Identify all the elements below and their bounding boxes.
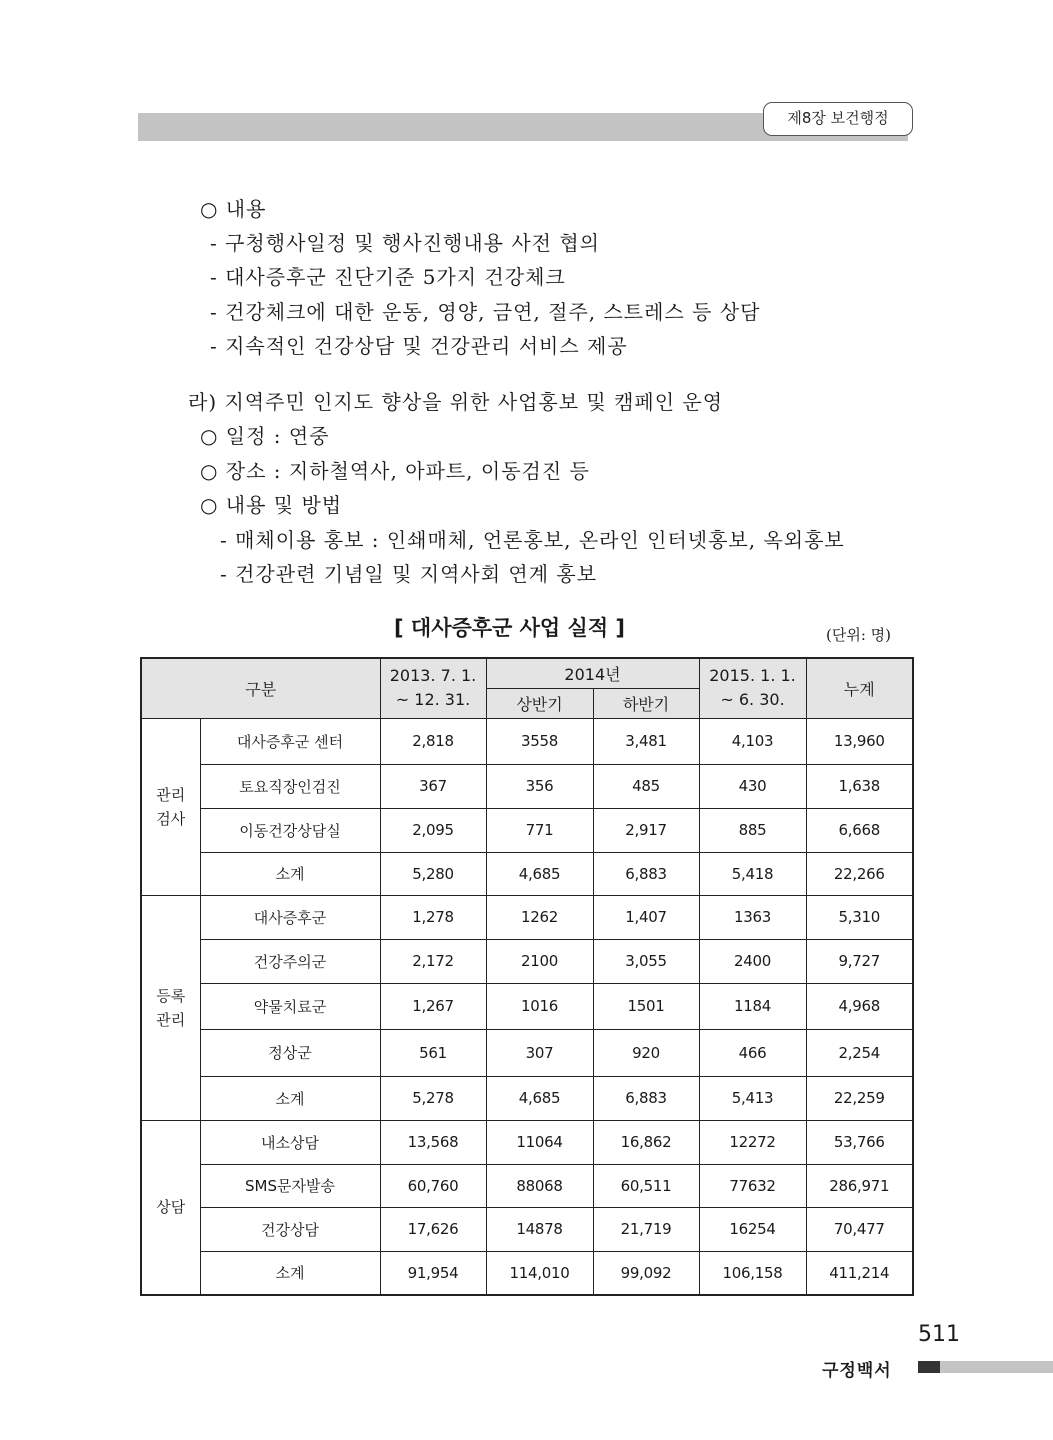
cell-value: 771 [486,808,593,852]
cell-value: 1,267 [380,983,486,1029]
cell-value: 1016 [486,983,593,1029]
header-2013: 2013. 7. 1. ~ 12. 31. [380,658,486,718]
table-row [141,1029,913,1076]
table-row [141,1120,913,1164]
cell-value: 466 [699,1029,806,1076]
cell-value: 53,766 [806,1120,913,1164]
bullet-method: ○ 내용 및 방법 [200,493,343,517]
row-label: 토요직장인검진 [200,764,380,808]
dash-item: - 구청행사일정 및 행사진행내용 사전 협의 [210,231,600,255]
row-label: 소계 [200,1251,380,1295]
cell-value: 2,254 [806,1029,913,1076]
cell-value: 99,092 [593,1251,699,1295]
table-title: [ 대사증후군 사업 실적 ] [394,616,626,640]
row-label: 건강상담 [200,1207,380,1251]
cell-value: 3558 [486,718,593,764]
footer-bar-dark [918,1361,940,1373]
cell-value: 16,862 [593,1120,699,1164]
table-row [141,1251,913,1295]
cell-value: 1501 [593,983,699,1029]
table-row [141,1076,913,1120]
cell-value: 2,917 [593,808,699,852]
cell-value: 6,668 [806,808,913,852]
cell-value: 411,214 [806,1251,913,1295]
cell-value: 1,407 [593,895,699,939]
header-2015: 2015. 1. 1. ~ 6. 30. [699,658,806,718]
cell-value: 430 [699,764,806,808]
footer-bar-light [940,1361,1053,1373]
row-label: SMS문자발송 [200,1164,380,1207]
group-label: 등록 관리 [141,895,200,1120]
cell-value: 14878 [486,1207,593,1251]
cell-value: 88068 [486,1164,593,1207]
header-first-half: 상반기 [486,688,593,718]
cell-value: 4,685 [486,1076,593,1120]
performance-table [140,657,914,1296]
row-label: 소계 [200,1076,380,1120]
row-label: 소계 [200,852,380,895]
row-label: 대사증후군 [200,895,380,939]
header-category: 구분 [141,658,380,718]
row-label: 대사증후군 센터 [200,718,380,764]
group-label: 상담 [141,1120,200,1295]
bullet-content: ○ 내용 [200,197,267,221]
cell-value: 307 [486,1029,593,1076]
book-title: 구정백서 [822,1361,892,1381]
table-row [141,718,913,764]
cell-value: 106,158 [699,1251,806,1295]
cell-value: 22,266 [806,852,913,895]
header-total: 누계 [806,658,913,718]
cell-value: 2,095 [380,808,486,852]
dash-item: - 건강관련 기념일 및 지역사회 연계 홍보 [220,562,598,586]
table-row [141,852,913,895]
cell-value: 2100 [486,939,593,983]
header-second-half: 하반기 [593,688,699,718]
page-number: 511 [918,1322,960,1347]
cell-value: 21,719 [593,1207,699,1251]
cell-value: 1,638 [806,764,913,808]
cell-value: 356 [486,764,593,808]
cell-value: 367 [380,764,486,808]
row-label: 이동건강상담실 [200,808,380,852]
bullet-place: ○ 장소 : 지하철역사, 아파트, 이동검진 등 [200,459,590,483]
cell-value: 114,010 [486,1251,593,1295]
cell-value: 13,960 [806,718,913,764]
cell-value: 60,511 [593,1164,699,1207]
dash-item: - 대사증후군 진단기준 5가지 건강체크 [210,265,566,289]
cell-value: 5,413 [699,1076,806,1120]
cell-value: 885 [699,808,806,852]
cell-value: 12272 [699,1120,806,1164]
table-row [141,895,913,939]
cell-value: 70,477 [806,1207,913,1251]
cell-value: 91,954 [380,1251,486,1295]
cell-value: 6,883 [593,852,699,895]
cell-value: 4,968 [806,983,913,1029]
row-label: 약물치료군 [200,983,380,1029]
cell-value: 5,278 [380,1076,486,1120]
cell-value: 1184 [699,983,806,1029]
table-row [141,1164,913,1207]
cell-value: 1262 [486,895,593,939]
cell-value: 561 [380,1029,486,1076]
cell-value: 286,971 [806,1164,913,1207]
cell-value: 2,818 [380,718,486,764]
row-label: 건강주의군 [200,939,380,983]
chapter-tab: 제8장 보건행정 [763,102,913,136]
bullet-schedule: ○ 일정 : 연중 [200,424,330,448]
cell-value: 3,055 [593,939,699,983]
cell-value: 9,727 [806,939,913,983]
row-label: 내소상담 [200,1120,380,1164]
cell-value: 60,760 [380,1164,486,1207]
table-row [141,764,913,808]
header-2014: 2014년 [486,658,699,688]
dash-item: - 매체이용 홍보 : 인쇄매체, 언론홍보, 온라인 인터넷홍보, 옥외홍보 [220,528,845,552]
table-row [141,1207,913,1251]
cell-value: 485 [593,764,699,808]
cell-value: 22,259 [806,1076,913,1120]
cell-value: 3,481 [593,718,699,764]
group-label: 관리 검사 [141,718,200,895]
table-row [141,808,913,852]
cell-value: 1,278 [380,895,486,939]
cell-value: 5,418 [699,852,806,895]
cell-value: 16254 [699,1207,806,1251]
cell-value: 4,103 [699,718,806,764]
cell-value: 77632 [699,1164,806,1207]
dash-item: - 지속적인 건강상담 및 건강관리 서비스 제공 [210,334,628,358]
dash-item: - 건강체크에 대한 운동, 영양, 금연, 절주, 스트레스 등 상담 [210,300,761,324]
section-heading: 라) 지역주민 인지도 향상을 위한 사업홍보 및 캠페인 운영 [188,390,724,414]
cell-value: 11064 [486,1120,593,1164]
cell-value: 920 [593,1029,699,1076]
cell-value: 4,685 [486,852,593,895]
table-unit: (단위: 명) [826,626,891,644]
cell-value: 17,626 [380,1207,486,1251]
cell-value: 2400 [699,939,806,983]
row-label: 정상군 [200,1029,380,1076]
table-row [141,983,913,1029]
cell-value: 6,883 [593,1076,699,1120]
cell-value: 13,568 [380,1120,486,1164]
cell-value: 5,310 [806,895,913,939]
table-row [141,939,913,983]
cell-value: 5,280 [380,852,486,895]
cell-value: 1363 [699,895,806,939]
cell-value: 2,172 [380,939,486,983]
